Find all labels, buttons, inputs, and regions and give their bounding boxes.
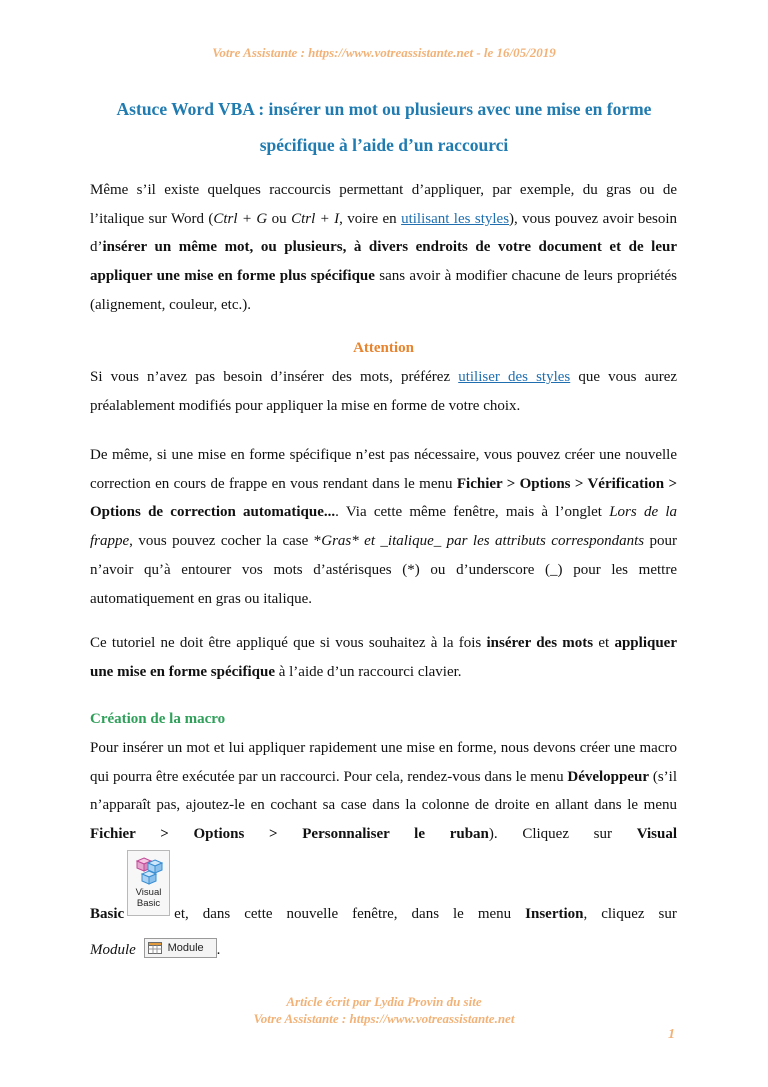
page-footer	[0, 993, 768, 1027]
menu-developer: Développeur	[567, 768, 650, 785]
visual-basic-line-2: Basic	[136, 898, 161, 909]
module-line	[90, 938, 220, 960]
basic-line-word: cette	[244, 906, 273, 922]
attention-text: que vous aurez préalablement modifiés pour appliquer la mise en forme de votre choix.	[90, 369, 678, 414]
basic-line-word: dans	[411, 906, 440, 922]
attention-paragraph	[90, 363, 677, 420]
tutorial-emphasis: appliquer une mise en forme spécifique	[90, 635, 677, 680]
intro-text: ou	[267, 210, 292, 227]
basic-line-word: fenêtre,	[352, 906, 398, 922]
basic-line	[90, 900, 677, 929]
basic-line-word: sur	[658, 906, 677, 922]
visual-word: Visual	[636, 826, 678, 843]
footer-line-2: Votre Assistante : https://www.votreassistante.net	[253, 1011, 515, 1026]
module-grid-icon	[148, 942, 162, 954]
tab-name: Lors de la frappe	[90, 504, 678, 550]
basic-line-word: et,	[174, 906, 189, 922]
footer-line-1: Article écrit par Lydia Provin du site	[286, 994, 482, 1009]
intro-text: sans avoir à modifier chacune de leurs propriétés (alignement, couleur, etc.).	[90, 268, 677, 313]
module-icon-label: Module	[167, 942, 204, 954]
cubes-icon	[135, 856, 165, 886]
attention-heading: Attention	[353, 340, 414, 356]
page-number: 1	[668, 1027, 675, 1042]
basic-line-word: cliquez	[601, 906, 645, 922]
shortcut-italic: Ctrl + I	[291, 210, 340, 227]
intro-paragraph	[90, 176, 677, 320]
correction-paragraph	[90, 441, 677, 613]
basic-word: Basic	[90, 906, 125, 922]
module-line-end: .	[216, 942, 221, 958]
tutorial-emphasis: insérer des mots	[486, 635, 594, 651]
basic-line-word: le	[453, 906, 464, 922]
tutorial-text: à l’aide d’un raccourci clavier.	[274, 663, 462, 680]
basic-line-word: nouvelle	[286, 906, 339, 922]
title-line-1: Astuce Word VBA : insérer un mot ou plusieurs avec une mise en forme	[116, 99, 652, 119]
attention-text: Si vous n’avez pas besoin d’insérer des mots, préférez	[90, 369, 459, 385]
document-title	[60, 91, 708, 163]
module-icon	[144, 938, 217, 958]
macro-text: ). Cliquez sur	[488, 826, 637, 843]
tutorial-text: et	[593, 635, 615, 651]
option-name: Gras* et _italique_ par les attributs correspondants	[321, 533, 645, 550]
intro-text: ), vous pouvez avoir besoin d’	[90, 210, 677, 256]
use-styles-link[interactable]: utiliser des styles	[458, 369, 571, 385]
correction-text: , vous pouvez cocher la case *	[129, 533, 322, 550]
macro-paragraph	[90, 734, 677, 849]
correction-text: pour n’avoir qu’à entourer vos mots d’astérisques (*) ou d’underscore (_) pour les mettre automatiquement en gras ou italique.	[90, 533, 677, 607]
correction-text: . Via cette même fenêtre, mais à l’onglet	[335, 504, 610, 521]
intro-text: Même s’il existe quelques raccourcis permettant d’appliquer, par exemple, du gras ou de l’italique sur Word (	[90, 182, 677, 227]
menu-insertion: Insertion	[525, 906, 584, 922]
shortcut-bold: Ctrl + G	[213, 210, 268, 227]
styles-link[interactable]: utilisant les styles	[401, 210, 510, 227]
tutorial-text: Ce tutoriel ne doit être appliqué que si vous souhaitez à la fois	[90, 635, 487, 651]
macro-text: (s’il n’apparaît pas, ajoutez-le en cochant sa case dans la colonne de droite en allant dans le menu	[90, 768, 677, 814]
visual-basic-line-1: Visual	[135, 887, 162, 898]
basic-line-word: ,	[583, 906, 588, 922]
macro-text: Pour insérer un mot et lui appliquer rapidement une mise en forme, nous devons créer une macro qui pourra être exécutée par un raccourci. Pour cela, rendez-vous dans le menu	[90, 740, 677, 785]
tutorial-paragraph	[90, 629, 677, 686]
basic-line-word: menu	[477, 906, 512, 922]
basic-line-word: dans	[202, 906, 231, 922]
correction-text: De même, si une mise en forme spécifique n’est pas nécessaire, vous pouvez créer une nouvelle correction en cours de frappe en vous rendant dans le menu	[90, 447, 677, 492]
title-line-2: spécifique à l’aide d’un raccourci	[259, 135, 509, 155]
module-word: Module	[90, 942, 136, 958]
intro-text: , voire en	[339, 210, 402, 227]
page-header: Votre Assistante : https://www.votreassistante.net - le 16/05/2019	[212, 45, 556, 60]
section-heading: Création de la macro	[90, 711, 226, 727]
menu-path: Fichier > Options > Personnaliser le ruban	[90, 826, 489, 843]
intro-emphasis: insérer un même mot, ou plusieurs, à divers endroits de votre document et de leur appliquer une mise en forme plus spécifique	[90, 239, 677, 285]
menu-path: Fichier > Options > Vérification > Options de correction automatique...	[90, 475, 678, 521]
